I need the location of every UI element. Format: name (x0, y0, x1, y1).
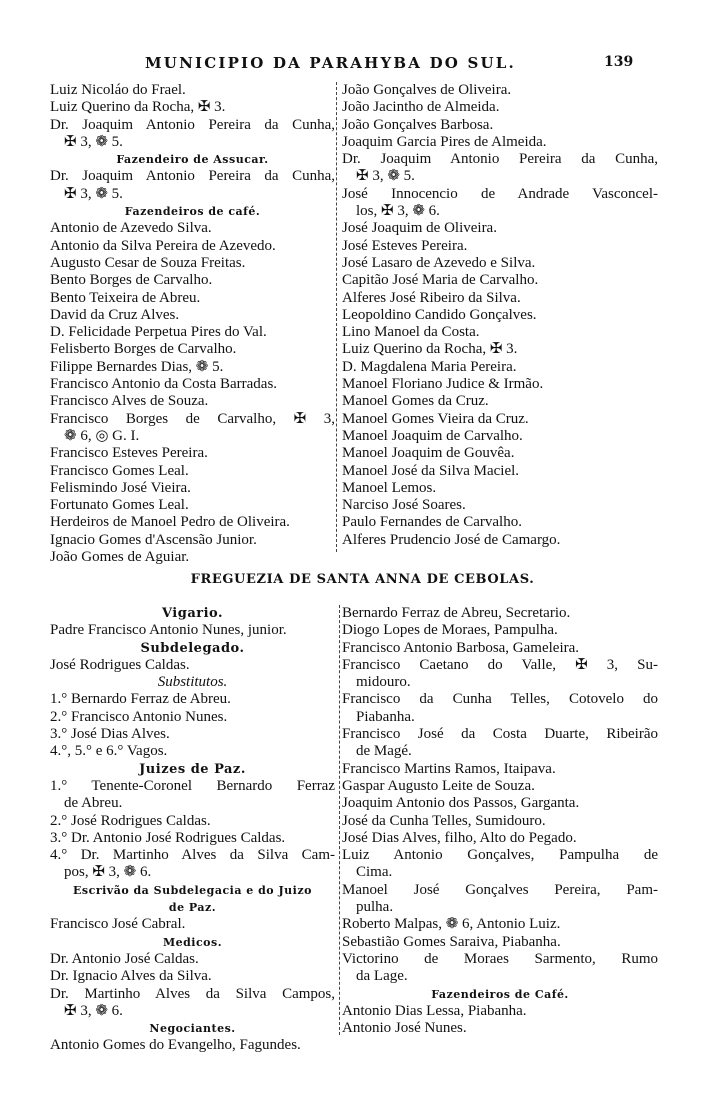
list-entry (50, 622, 335, 639)
list-entry (342, 411, 658, 428)
list-entry (50, 220, 335, 237)
entry-line: 2.° José Rodrigues Caldas. (50, 812, 211, 829)
list-entry (342, 480, 658, 497)
list-entry (342, 813, 658, 830)
entry-line: Manoel José da Silva Maciel. (342, 462, 520, 479)
entry-line: 3.° José Dias Alves. (50, 726, 170, 743)
left-column (50, 82, 335, 566)
list-entry (50, 480, 335, 497)
entry-line: João Gonçalves de Oliveira. (342, 82, 512, 98)
entry-line: Felisberto Borges de Carvalho. (50, 341, 237, 358)
list-entry (50, 411, 335, 446)
list-entry (50, 709, 335, 726)
entry-line: Leopoldino Candido Gonçalves. (342, 306, 537, 323)
entry-line: Vigario. (161, 606, 224, 621)
subheading (50, 674, 335, 691)
entry-line: Francisco José Cabral. (50, 916, 186, 933)
list-entry (342, 657, 658, 692)
entry-line: Juizes de Paz. (139, 761, 246, 777)
list-entry (50, 532, 335, 549)
entry-line: Francisco Gomes Leal. (50, 462, 189, 479)
entry-line: ✠ 3, ❁ 6. (64, 1002, 123, 1019)
list-entry (50, 830, 335, 847)
entry-line: 3.° Dr. Antonio José Rodrigues Caldas. (50, 829, 286, 846)
list-entry (342, 238, 658, 255)
entry-line: 4.° Dr. Martinho Alves da Silva Cam- (50, 847, 335, 864)
entry-line: Dr. Joaquim Antonio Pereira da Cunha, (50, 168, 335, 185)
entry-line: Manoel Gomes da Cruz. (342, 393, 489, 410)
list-entry (342, 272, 658, 289)
entry-line: pulha. (356, 899, 394, 916)
section-title: FREGUEZIA DE SANTA ANNA DE CEBOLAS. (190, 572, 535, 587)
entry-line: Cima. (356, 864, 393, 881)
entry-line: Manoel José Gonçalves Pereira, Pam- (342, 881, 658, 898)
entry-line: João Jacintho de Almeida. (342, 99, 500, 116)
entry-line: Bento Borges de Carvalho. (50, 272, 213, 289)
entry-line: ✠ 3, ❁ 5. (64, 133, 123, 150)
entry-line: Dr. Joaquim Antonio Pereira da Cunha, (342, 151, 658, 168)
list-entry (342, 514, 658, 531)
list-entry (342, 532, 658, 549)
list-entry (342, 622, 658, 639)
list-entry (50, 359, 335, 376)
list-entry (50, 290, 335, 307)
list-entry (342, 951, 658, 986)
list-entry (342, 934, 658, 951)
list-entry (50, 82, 335, 99)
list-entry (50, 341, 335, 358)
list-entry (50, 778, 335, 813)
entry-line: Augusto Cesar de Souza Freitas. (50, 254, 246, 271)
entry-line: Antonio de Azevedo Silva. (50, 220, 212, 237)
entry-line: Piabanha. (356, 708, 415, 725)
list-entry (50, 968, 335, 985)
entry-line: Substitutos. (157, 674, 228, 691)
list-entry (50, 657, 335, 674)
entry-line: Paulo Fernandes de Carvalho. (342, 514, 522, 531)
entry-line: de Magé. (356, 743, 412, 760)
list-entry (50, 168, 335, 203)
list-entry (342, 1003, 658, 1020)
entry-line: 2.° Francisco Antonio Nunes. (50, 708, 228, 725)
entry-line: José Innocencio de Andrade Vasconcel- (342, 185, 658, 202)
list-entry (50, 916, 335, 933)
subheading (50, 934, 335, 951)
list-entry (342, 463, 658, 480)
section-freguezia-list (50, 605, 660, 1054)
list-entry (50, 986, 335, 1021)
list-entry (342, 134, 658, 151)
list-entry (342, 324, 658, 341)
page-title: MUNICIPIO DA PARAHYBA DO SUL. (145, 54, 516, 72)
entry-line: D. Felicidade Perpetua Pires do Val. (50, 324, 267, 341)
list-entry (50, 255, 335, 272)
list-entry (342, 761, 658, 778)
entry-line: Dr. Antonio José Caldas. (50, 950, 199, 967)
list-entry (50, 324, 335, 341)
list-entry (50, 497, 335, 514)
right-column (342, 82, 658, 549)
entry-line: Roberto Malpas, ❁ 6, Antonio Luiz. (342, 916, 561, 933)
entry-line: 1.° Tenente-Coronel Bernardo Ferraz (50, 777, 335, 794)
entry-line: 4.°, 5.° e 6.° Vagos. (50, 743, 168, 760)
entry-line: Felismindo José Vieira. (50, 479, 191, 496)
column-divider (339, 605, 340, 1035)
entry-line: Escrivão da Subdelegacia e do Juizo (73, 883, 312, 897)
list-entry (50, 376, 335, 393)
entry-line: Luiz Querino da Rocha, ✠ 3. (342, 341, 518, 358)
entry-line: João Gomes de Aguiar. (50, 549, 190, 566)
entry-line: José Joaquim de Oliveira. (342, 220, 497, 237)
entry-line: Francisco Antonio Barbosa, Gameleira. (342, 639, 580, 656)
list-entry (342, 726, 658, 761)
entry-line: Antonio da Silva Pereira de Azevedo. (50, 237, 276, 254)
entry-line: Fazendeiros de café. (124, 205, 261, 219)
entry-line: José Rodrigues Caldas. (50, 656, 190, 673)
subheading (342, 986, 658, 1003)
list-entry (50, 813, 335, 830)
list-entry (342, 220, 658, 237)
list-entry (50, 99, 335, 116)
entry-line: Luiz Querino da Rocha, ✠ 3. (50, 99, 226, 116)
list-entry (50, 691, 335, 708)
subheading (50, 605, 335, 622)
entry-line: Manoel Joaquim de Gouvêa. (342, 445, 515, 462)
list-entry (342, 82, 658, 99)
entry-line: Joaquim Antonio dos Passos, Garganta. (342, 795, 580, 812)
list-entry (342, 255, 658, 272)
left-column (50, 605, 335, 1055)
list-entry (50, 463, 335, 480)
entry-line: Manoel Gomes Vieira da Cruz. (342, 410, 529, 427)
subheading (50, 1020, 335, 1037)
list-entry (342, 882, 658, 917)
list-entry (342, 691, 658, 726)
list-entry (342, 186, 658, 221)
entry-line: Manoel Lemos. (342, 479, 437, 496)
entry-line: Lino Manoel da Costa. (342, 324, 480, 341)
entry-line: Victorino de Moraes Sarmento, Rumo (342, 950, 658, 967)
list-entry (50, 117, 335, 152)
entry-line: Padre Francisco Antonio Nunes, junior. (50, 622, 287, 639)
entry-line: Gaspar Augusto Leite de Souza. (342, 777, 535, 794)
list-entry (342, 847, 658, 882)
entry-line: 1.° Bernardo Ferraz de Abreu. (50, 691, 231, 708)
subheading (50, 882, 335, 917)
entry-line: Alferes Prudencio José de Camargo. (342, 531, 561, 548)
entry-line: João Gonçalves Barbosa. (342, 116, 494, 133)
entry-line: Luiz Antonio Gonçalves, Pampulha de (342, 847, 658, 864)
list-entry (342, 393, 658, 410)
entry-line: Antonio Dias Lessa, Piabanha. (342, 1002, 527, 1019)
list-entry (342, 341, 658, 358)
list-entry (342, 1020, 658, 1037)
entry-line: Filippe Bernardes Dias, ❁ 5. (50, 358, 224, 375)
entry-line: Francisco José da Costa Duarte, Ribeirão (342, 726, 658, 743)
list-entry (342, 640, 658, 657)
entry-line: ✠ 3, ❁ 5. (64, 185, 123, 202)
entry-line: Negociantes. (149, 1022, 236, 1036)
entry-line: ✠ 3, ❁ 5. (356, 168, 415, 185)
list-entry (342, 376, 658, 393)
section-municipio-list (50, 82, 660, 566)
list-entry (342, 605, 658, 622)
list-entry (342, 307, 658, 324)
entry-line: Francisco Martins Ramos, Itaipava. (342, 760, 556, 777)
entry-line: de Abreu. (64, 795, 123, 812)
list-entry (50, 743, 335, 760)
entry-line: Bernardo Ferraz de Abreu, Secretario. (342, 605, 571, 621)
column-divider (336, 82, 337, 552)
list-entry (342, 497, 658, 514)
entry-line: D. Magdalena Maria Pereira. (342, 358, 517, 375)
entry-line: Medicos. (162, 935, 223, 949)
entry-line: Alferes José Ribeiro da Silva. (342, 289, 521, 306)
list-entry (342, 290, 658, 307)
entry-line: Antonio José Nunes. (342, 1020, 467, 1037)
subheading (50, 203, 335, 220)
entry-line: José Lasaro de Azevedo e Silva. (342, 254, 536, 271)
entry-line: da Lage. (356, 968, 408, 985)
list-entry (342, 795, 658, 812)
list-entry (50, 726, 335, 743)
entry-line: Subdelegado. (140, 640, 245, 656)
list-entry (50, 445, 335, 462)
entry-line: Antonio Gomes do Evangelho, Fagundes. (50, 1037, 301, 1054)
entry-line: José Esteves Pereira. (342, 237, 468, 254)
list-entry (342, 778, 658, 795)
entry-line: Herdeiros de Manoel Pedro de Oliveira. (50, 514, 290, 531)
entry-line: José Dias Alves, filho, Alto do Pegado. (342, 829, 577, 846)
running-header (0, 54, 725, 74)
subheading (50, 151, 335, 168)
entry-line: Dr. Ignacio Alves da Silva. (50, 968, 212, 985)
subheading (50, 640, 335, 657)
list-entry (50, 951, 335, 968)
entry-line: Luiz Nicoláo do Frael. (50, 82, 186, 98)
entry-line: los, ✠ 3, ❁ 6. (356, 203, 440, 220)
entry-line: Capitão José Maria de Carvalho. (342, 272, 539, 289)
subheading (50, 761, 335, 778)
list-entry (50, 1037, 335, 1054)
entry-line: Manoel Floriano Judice & Irmão. (342, 376, 544, 393)
entry-line: Narciso José Soares. (342, 497, 466, 514)
list-entry (342, 99, 658, 116)
list-entry (50, 393, 335, 410)
list-entry (342, 428, 658, 445)
entry-line: Francisco Esteves Pereira. (50, 445, 208, 462)
list-entry (342, 830, 658, 847)
list-entry (50, 238, 335, 255)
entry-line: midouro. (356, 674, 411, 691)
entry-line: Francisco Antonio da Costa Barradas. (50, 376, 278, 393)
entry-line: Fortunato Gomes Leal. (50, 497, 189, 514)
list-entry (50, 514, 335, 531)
entry-line: David da Cruz Alves. (50, 306, 180, 323)
entry-line: Diogo Lopes de Moraes, Pampulha. (342, 622, 558, 639)
entry-line: Sebastião Gomes Saraiva, Piabanha. (342, 933, 561, 950)
list-entry (342, 916, 658, 933)
entry-line: Francisco da Cunha Telles, Cotovelo do (342, 691, 658, 708)
entry-line: Joaquim Garcia Pires de Almeida. (342, 133, 547, 150)
right-column (342, 605, 658, 1037)
entry-line: Dr. Martinho Alves da Silva Campos, (50, 985, 335, 1002)
entry-line: ❁ 6, ◎ G. I. (64, 427, 140, 444)
entry-line: José da Cunha Telles, Sumidouro. (342, 812, 546, 829)
entry-line: Fazendeiro de Assucar. (116, 153, 269, 167)
entry-line: Manoel Joaquim de Carvalho. (342, 427, 523, 444)
entry-line: Francisco Borges de Carvalho, ✠ 3, (50, 410, 335, 427)
entry-line: Francisco Caetano do Valle, ✠ 3, Su- (342, 656, 658, 673)
entry-line: de Paz. (168, 901, 217, 915)
list-entry (50, 847, 335, 882)
list-entry (342, 117, 658, 134)
list-entry (50, 307, 335, 324)
list-entry (342, 151, 658, 186)
list-entry (342, 359, 658, 376)
entry-line: pos, ✠ 3, ❁ 6. (64, 864, 152, 881)
list-entry (50, 549, 335, 566)
entry-line: Dr. Joaquim Antonio Pereira da Cunha, (50, 116, 335, 133)
entry-line: Bento Teixeira de Abreu. (50, 289, 201, 306)
page-number: 139 (604, 54, 634, 70)
list-entry (50, 272, 335, 289)
entry-line: Fazendeiros de Café. (431, 987, 569, 1001)
entry-line: Francisco Alves de Souza. (50, 393, 209, 410)
entry-line: Ignacio Gomes d'Ascensão Junior. (50, 531, 257, 548)
list-entry (342, 445, 658, 462)
